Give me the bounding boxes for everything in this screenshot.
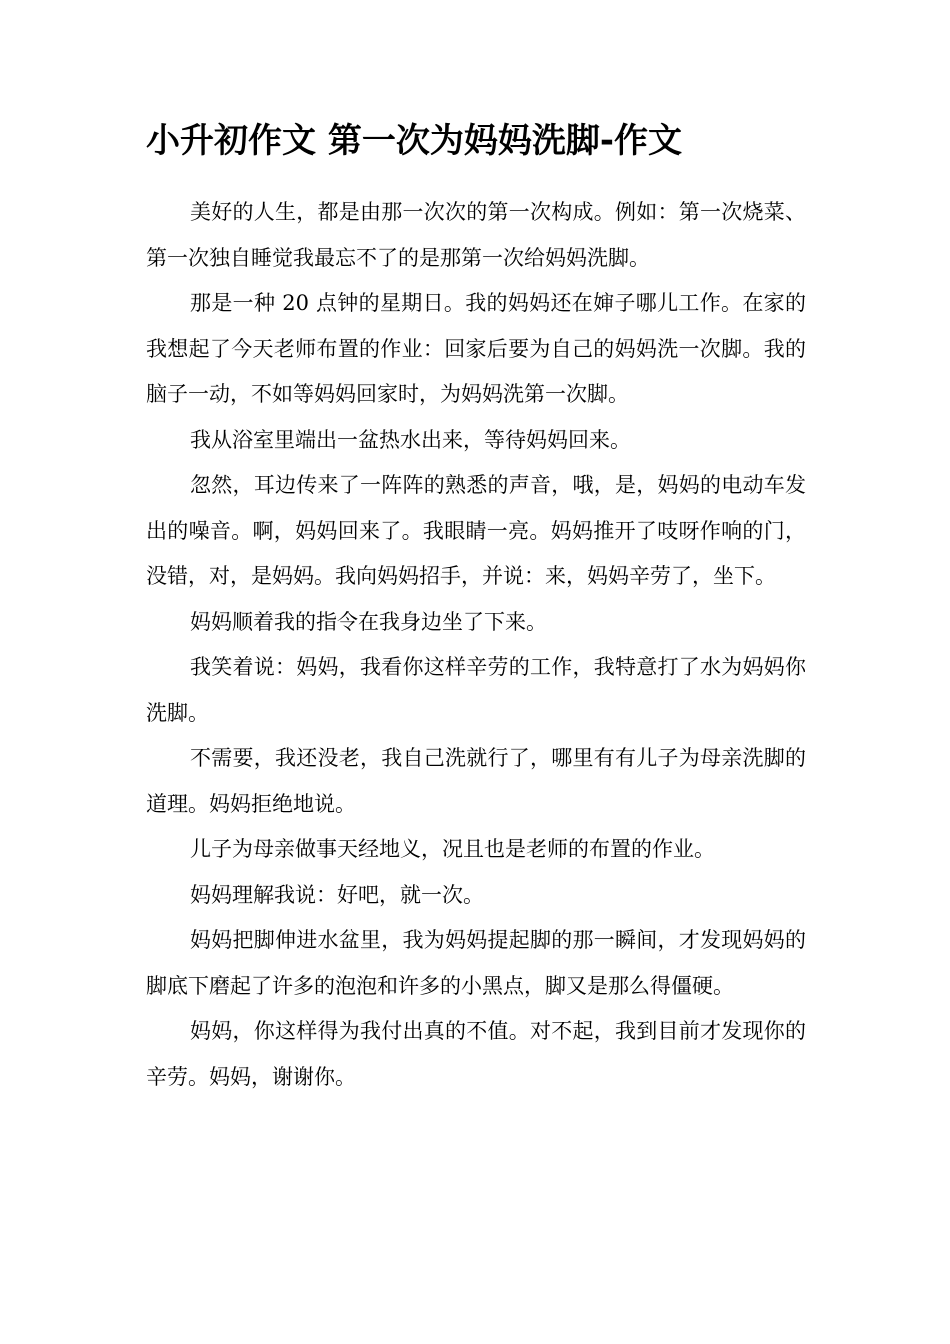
paragraph: 美好的人生，都是由那一次次的第一次构成。例如：第一次烧菜、第一次独自睡觉我最忘不了的是那第一次给妈妈洗脚。: [146, 200, 806, 270]
paragraph: 不需要，我还没老，我自己洗就行了，哪里有有儿子为母亲洗脚的道理。妈妈拒绝地说。: [146, 746, 806, 816]
paragraph: 妈妈顺着我的指令在我身边坐了下来。: [190, 609, 547, 634]
paragraph: 儿子为母亲做事天经地义，况且也是老师的布置的作业。: [190, 837, 715, 861]
document-title: 小升初作文 第一次为妈妈洗脚-作文: [146, 121, 682, 161]
paragraph: 我从浴室里端出一盆热水出来，等待妈妈回来。: [190, 427, 631, 452]
paragraph: 忽然，耳边传来了一阵阵的熟悉的声音，哦，是，妈妈的电动车发出的噪音。啊，妈妈回来了。我眼睛一亮。妈妈推开了吱呀作响的门，没错，对，是妈妈。我向妈妈招手，并说：来，妈妈辛劳了，坐下。: [146, 473, 806, 588]
document-body: [146, 190, 806, 1100]
paragraph: 那是一种 20 点钟的星期日。我的妈妈还在婶子哪儿工作。在家的我想起了今天老师布置的作业：回家后要为自己的妈妈洗一次脚。我的脑子一动，不如等妈妈回家时，为妈妈洗第一次脚。: [146, 291, 806, 406]
paragraph: 妈妈理解我说：好吧，就一次。: [190, 882, 484, 907]
paragraph: 妈妈把脚伸进水盆里，我为妈妈提起脚的那一瞬间，才发现妈妈的脚底下磨起了许多的泡泡和许多的小黑点，脚又是那么得僵硬。: [146, 928, 806, 998]
paragraph: 妈妈，你这样得为我付出真的不值。对不起，我到目前才发现你的辛劳。妈妈，谢谢你。: [146, 1019, 806, 1089]
paragraph: 我笑着说：妈妈，我看你这样辛劳的工作，我特意打了水为妈妈你洗脚。: [146, 655, 806, 725]
